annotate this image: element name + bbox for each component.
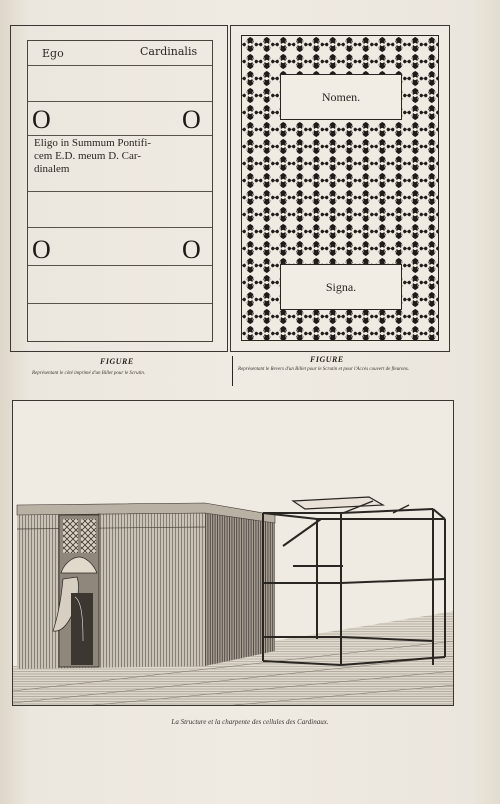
engraving-graphic bbox=[13, 401, 454, 706]
ballot-rule bbox=[28, 265, 212, 266]
figure-right-caption: Représentant le Revers d'un Billet pour le Scrutin et pour l'Accès couvert de fleurons. bbox=[238, 367, 410, 372]
ballot-rule bbox=[28, 227, 212, 228]
elect-line: Eligo in Summum Pontifi- bbox=[34, 137, 152, 149]
ballot-rule bbox=[28, 101, 212, 102]
nomen-box bbox=[280, 74, 402, 120]
signa-box bbox=[280, 264, 402, 310]
ballot-rule bbox=[28, 65, 212, 66]
ballot-election-text bbox=[34, 137, 210, 176]
elect-line: cem E.D. meum D. Car- bbox=[34, 150, 141, 162]
nomen-label: Nomen. bbox=[321, 89, 361, 104]
ballot-rule bbox=[28, 135, 212, 136]
seal-circle-bottom-left: O bbox=[32, 235, 51, 264]
ballot-back-panel bbox=[230, 25, 450, 352]
scene-caption: La Structure et la charpente des cellules des Cardinaux. bbox=[171, 718, 329, 726]
ballot-front-panel bbox=[10, 25, 228, 352]
figure-left-caption: Représentant le côté imprimé d'un Billet pour le Scrutin. bbox=[32, 371, 146, 376]
seal-circle-top-right: O bbox=[182, 105, 201, 134]
ballot-frame bbox=[27, 40, 213, 342]
figure-right-title: FIGURE bbox=[310, 355, 344, 364]
seal-circle-top-left: O bbox=[32, 105, 51, 134]
ballot-rule bbox=[28, 303, 212, 304]
ballot-rule bbox=[28, 191, 212, 192]
cardinal-cells-engraving bbox=[12, 400, 454, 706]
caption-divider bbox=[232, 356, 233, 386]
figure-left-title: FIGURE bbox=[100, 357, 134, 366]
ornament-pattern bbox=[241, 35, 439, 341]
ballot-ego-label: Ego bbox=[42, 47, 64, 60]
ballot-cardinalis-label: Cardinalis bbox=[140, 45, 198, 58]
signa-label: Signa. bbox=[325, 279, 357, 294]
seal-circle-bottom-right: O bbox=[182, 235, 201, 264]
elect-line: dinalem bbox=[34, 163, 70, 175]
